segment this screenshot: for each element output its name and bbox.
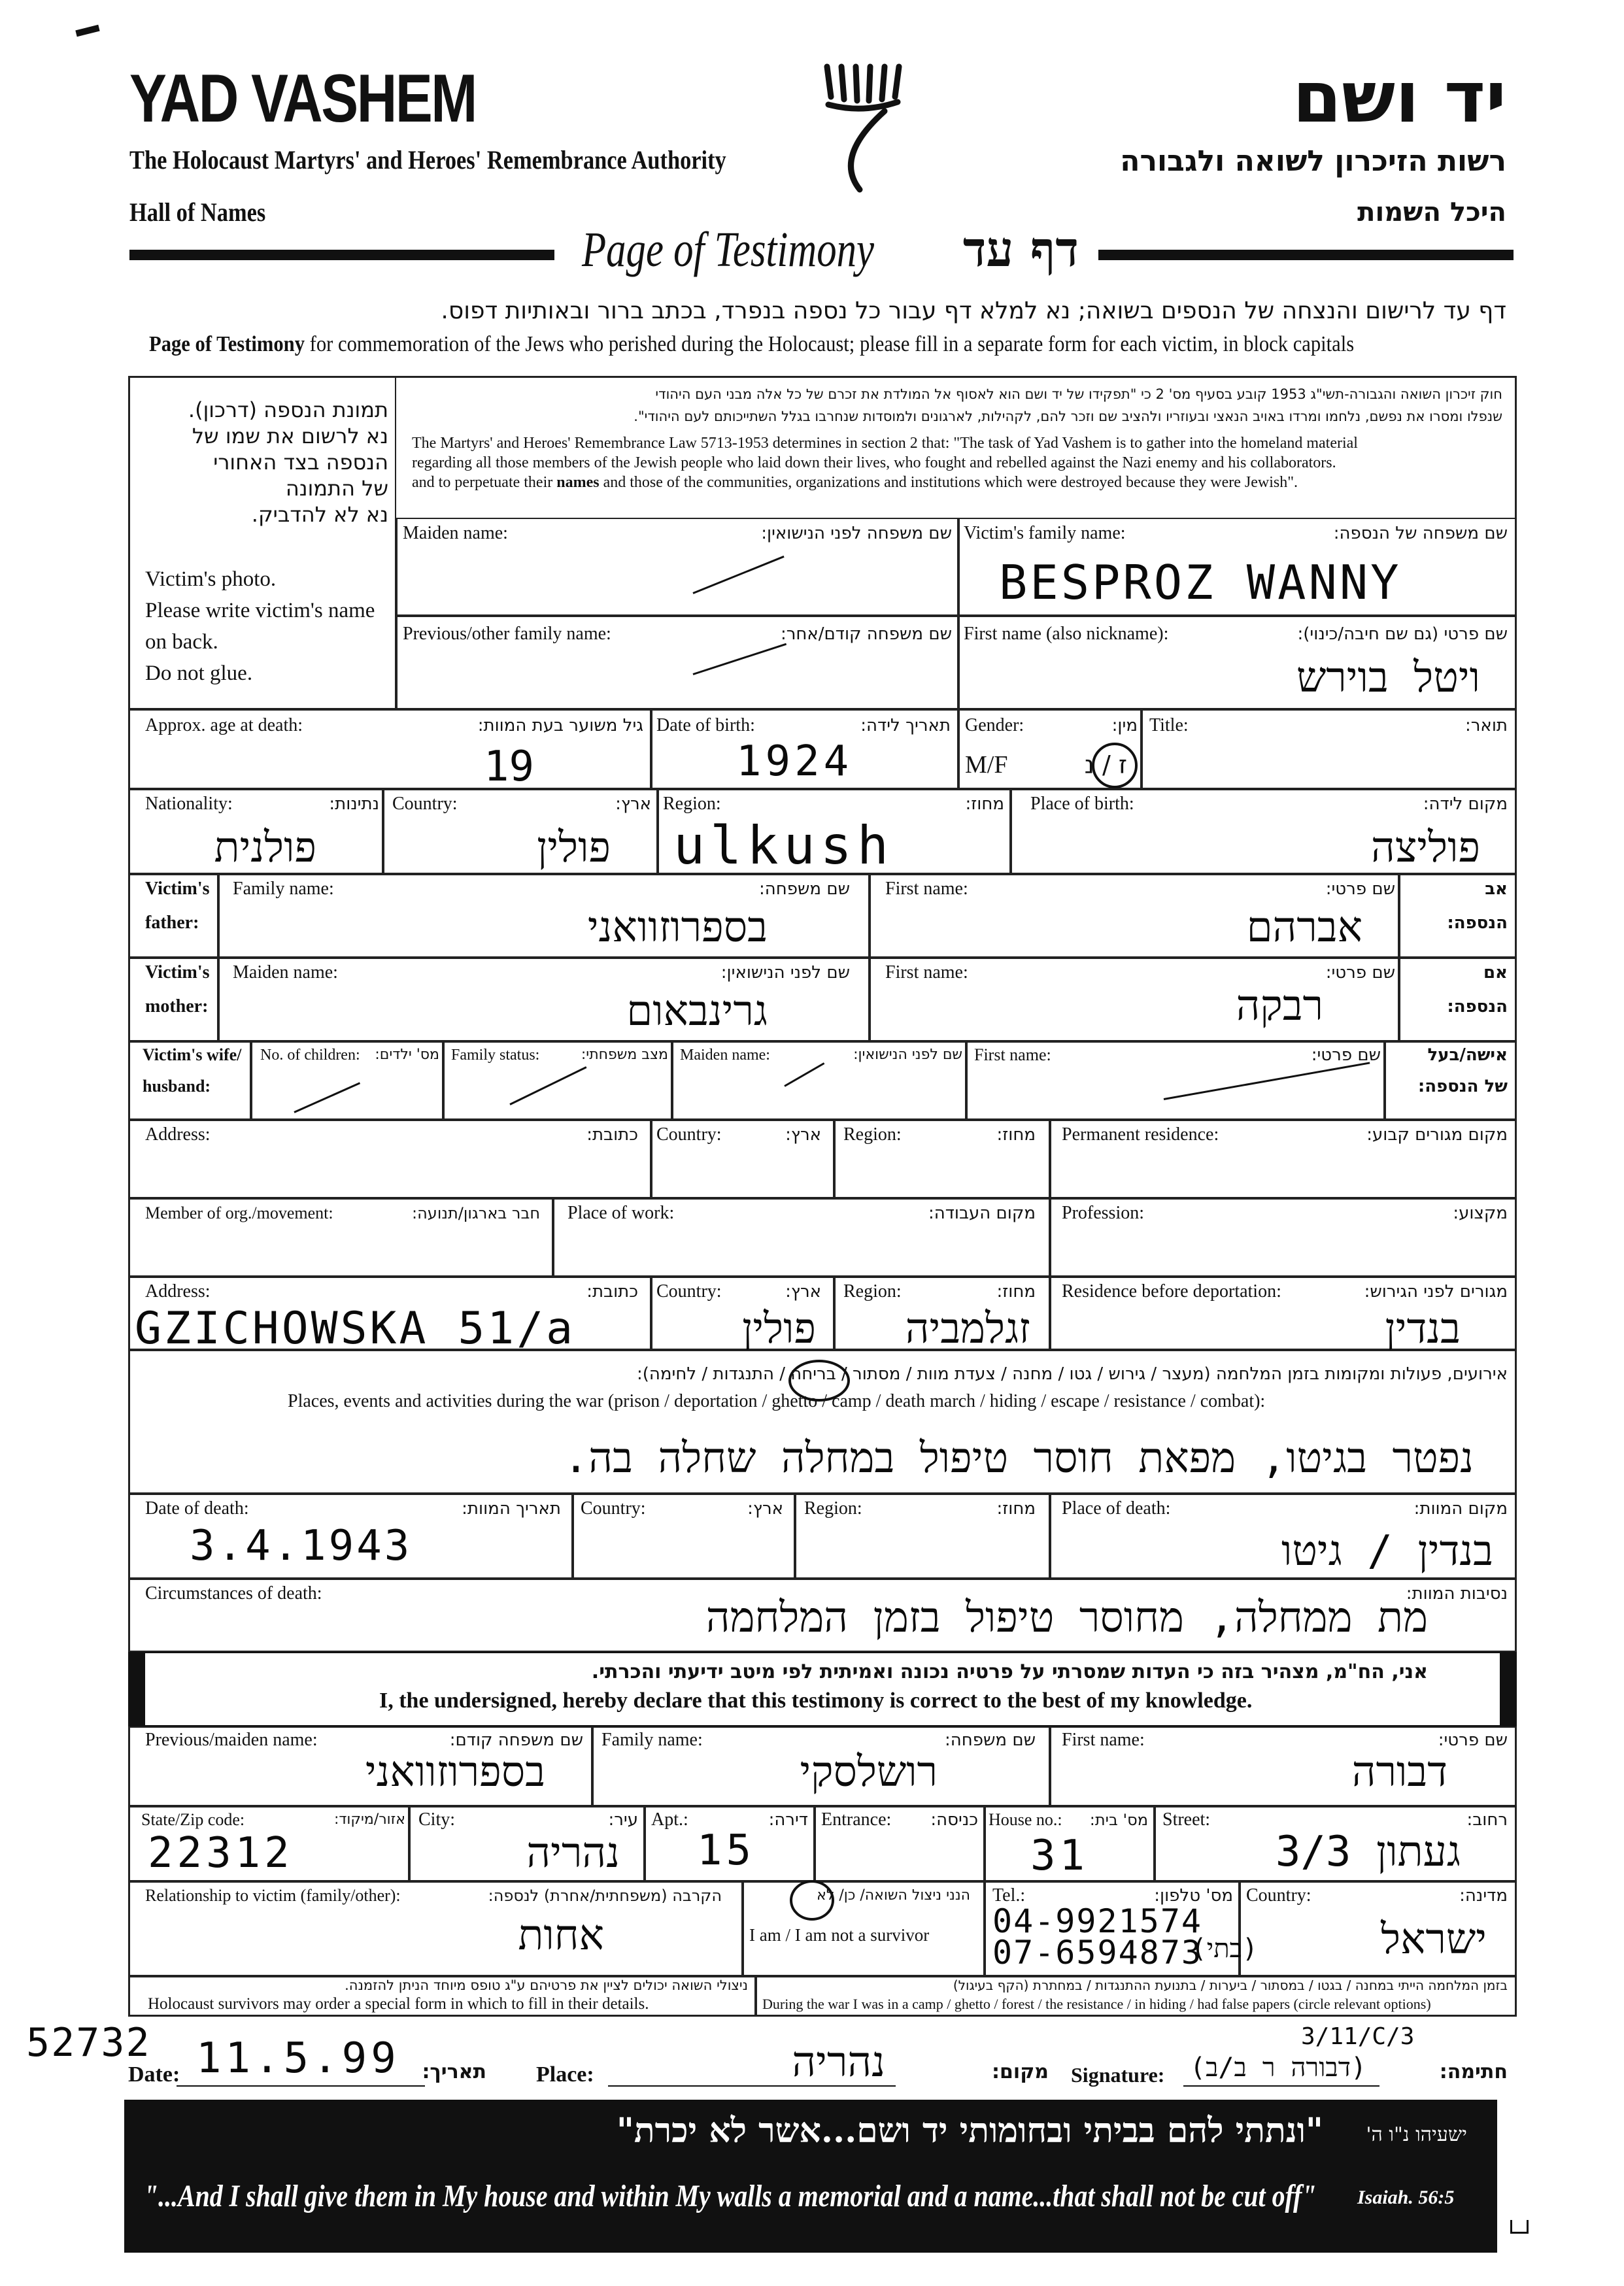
apt-label-en: Apt.:: [651, 1809, 688, 1830]
survivor-label-en: I am / I am not a survivor: [749, 1925, 930, 1945]
photo-instructions-he-2: נא לרשום את שמו של: [192, 424, 388, 448]
relationship-label-he: הקרבה (משפחתית/אחרת) לנספה:: [488, 1887, 722, 1905]
tel-1-value: 04-9921574: [992, 1902, 1203, 1940]
intro-en-bold: Page of Testimony: [149, 332, 305, 356]
spouse-label-en-2: husband:: [143, 1077, 211, 1096]
relationship-value: אחות: [518, 1911, 604, 1960]
family-name-value: BESPROZ WANNY: [999, 555, 1402, 610]
mother-first-value: רבקה: [1236, 982, 1323, 1030]
deportation-country-label-en: Country:: [656, 1281, 722, 1302]
mother-first-label-en: First name:: [885, 962, 968, 983]
place-label-he: מקום:: [992, 2060, 1049, 2083]
zip-value: 22312: [148, 1829, 294, 1877]
mother-label-en-2: mother:: [145, 996, 209, 1017]
spouse-label-he-2: של הנספה:: [1417, 1077, 1508, 1096]
date-label-en: Date:: [128, 2062, 180, 2087]
nationality-label-en: Nationality:: [145, 794, 233, 814]
org-name-en: YAD VASHEM: [129, 61, 476, 137]
mother-maiden-label-he: שם לפני הנישואין:: [720, 963, 850, 983]
submitter-country-value: ישראל: [1381, 1915, 1487, 1964]
law-text-he-1: חוק זיכרון השואה והגבורה-תשי"ג 1953 קובע בסעיף מס' 2 כי "תפקידו של יד ושם הוא לאסוף אל המולדת את זכרם של כל אלה מבני העם היהודי: [655, 386, 1502, 402]
pob-value: פוליצה: [1371, 824, 1480, 872]
submitter-prev-label-en: Previous/maiden name:: [145, 1730, 318, 1750]
spouse-maiden-label-en: Maiden name:: [680, 1047, 770, 1064]
age-label-he: גיל משוער בעת המוות:: [477, 716, 643, 735]
law-text-en-1: The Martyrs' and Heroes' Remembrance Law 5713-1953 determines in section 2 that: "The task of Yad Vashem is to gather into the homeland material: [412, 435, 1358, 452]
address-region-label-en: Region:: [843, 1124, 902, 1145]
father-first-value: אברהם: [1246, 903, 1362, 952]
pod-value: בנדין / גיטו: [1281, 1527, 1493, 1575]
date-value: 11.5.99: [196, 2034, 400, 2083]
deportation-residence-label-en: Residence before deportation:: [1062, 1281, 1281, 1302]
father-family-label-en: Family name:: [233, 879, 334, 899]
address-country-label-en: Country:: [656, 1124, 722, 1145]
submitter-family-value: רושלסקי: [800, 1748, 938, 1796]
address-region-label-he: מחוז:: [996, 1125, 1036, 1145]
camp-info-en: During the war I was in a camp / ghetto / forest / the resistance / in hiding / had false papers (circle relevant options): [762, 1996, 1431, 2012]
deportation-region-label-en: Region:: [843, 1281, 902, 1302]
dob-label-en: Date of birth:: [656, 715, 755, 735]
title-rule-left: [129, 250, 554, 260]
member-label-he: חבר בארגון/תנועה:: [412, 1204, 540, 1222]
house-label-en: House no.:: [989, 1810, 1062, 1829]
father-first-label-he: שם פרטי:: [1325, 879, 1395, 899]
profession-label-en: Profession:: [1062, 1203, 1144, 1223]
photo-instructions-en-4: Do not glue.: [145, 662, 253, 685]
survivor-form-info-he: ניצולי השואה יכולים לציין את פרטיהם ע"ג טופס מיוחד הניתן להזמנה.: [345, 1977, 748, 1993]
family-status-label-en: Family status:: [451, 1047, 540, 1064]
dod-region-label-en: Region:: [804, 1498, 862, 1519]
mother-label-he-2: הנספה:: [1447, 997, 1508, 1017]
survivor-label-he: הנני ניצול השואה/ כן/ לא: [817, 1887, 970, 1904]
signature-value: (דבורה ר ב/ב): [1190, 2053, 1367, 2083]
address-label-en: Address:: [145, 1124, 211, 1145]
photo-instructions-he-5: נא לא להדביק.: [251, 502, 388, 527]
margin-archive-number: 52732: [26, 2020, 151, 2066]
deportation-residence-label-he: מגורים לפני הגירוש:: [1364, 1282, 1508, 1302]
submitter-country-label-en: Country:: [1246, 1885, 1311, 1906]
place-label-en: Place:: [536, 2062, 594, 2087]
deportation-residence-value: בנדין: [1385, 1305, 1461, 1353]
children-label-en: No. of children:: [260, 1047, 360, 1064]
region-value: ulkush: [673, 815, 894, 876]
tel-label-he: מס' טלפון:: [1154, 1886, 1233, 1906]
hall-of-names-en: Hall of Names: [129, 197, 266, 227]
pod-label-en: Place of death:: [1062, 1498, 1171, 1519]
member-label-en: Member of org./movement:: [145, 1203, 333, 1222]
spouse-label-en-1: Victim's wife/: [143, 1045, 242, 1064]
footer-ref-en: Isaiah. 56:5: [1357, 2187, 1455, 2208]
gender-label-he: מין:: [1111, 716, 1138, 735]
spouse-label-he-1: אישה/בעל: [1427, 1045, 1508, 1065]
father-family-value: בספרוזוואני: [587, 903, 768, 952]
house-value: 31: [1030, 1832, 1089, 1880]
address-label-he: כתובת:: [586, 1125, 638, 1145]
events-label-he: אירועים, פעולות ומקומות בזמן המלחמה (מעצר / גירוש / גטו / מחנה / צעדת מוות / מסתור / בריחה / התנגדות / לחימה):: [637, 1364, 1508, 1384]
dod-label-he: תאריך המוות:: [462, 1499, 561, 1519]
gender-options-en: M/F: [965, 751, 1008, 779]
previous-name-label-he: שם משפחה קודם/אחר:: [780, 624, 952, 644]
events-label-en: Places, events and activities during the war (prison / deportation / ghetto / camp / death march / hiding / escape / resistance / combat):: [288, 1391, 1266, 1411]
spouse-first-label-en: First name:: [974, 1045, 1051, 1064]
intro-he: דף עד לרישום והנצחה של הנספים בשואה; נא למלא דף עבור כל נספה בנפרד, בכתב ברור ובאותיות דפוס.: [441, 297, 1506, 324]
profession-label-he: מקצוע:: [1453, 1203, 1508, 1223]
permanent-residence-label-he: מקום מגורים קבוע:: [1366, 1125, 1508, 1145]
circumstances-value: מת ממחלה, מחוסר טיפול בזמן המלחמה: [705, 1594, 1428, 1642]
maiden-name-label-he: שם משפחה לפני הנישואין:: [761, 524, 952, 543]
gender-selection-circle: [1092, 743, 1138, 788]
law-text-en-2: regarding all those members of the Jewish people who laid down their lives, who fought and rebelled against the Nazi enemy and his collaborators.: [412, 454, 1336, 471]
intro-en: [149, 331, 1354, 358]
previous-name-label-en: Previous/other family name:: [403, 624, 611, 644]
photo-instructions-en-2: Please write victim's name: [145, 599, 375, 622]
intro-en-text: for commemoration of the Jews who perished during the Holocaust; please fill in a separate form for each victim, in block capitals: [305, 332, 1355, 356]
pob-label-en: Place of birth:: [1030, 794, 1134, 814]
spouse-first-label-he: שם פרטי:: [1311, 1045, 1381, 1065]
title-label-he: תואר:: [1465, 716, 1508, 735]
street-label-en: Street:: [1162, 1809, 1211, 1830]
org-name-he: יד ושם: [1292, 57, 1506, 139]
dod-value: 3.4.1943: [190, 1522, 413, 1570]
camp-info-he: בזמן המלחמה הייתי במחנה / בגטו / במסתור / ביערות / בתנועת ההתנגדות / במחתרת (הקף בעיגול): [953, 1977, 1508, 1993]
footer-quote-en: "...And I shall give them in My house and within My walls a memorial and a name...that shall not be cut off": [144, 2179, 1317, 2213]
place-value: נהריה: [792, 2038, 885, 2087]
father-family-label-he: שם משפחה:: [759, 879, 850, 899]
house-label-he: מס' בית:: [1089, 1811, 1148, 1829]
deportation-address-label-he: כתובת:: [586, 1282, 638, 1302]
first-name-label-en: First name (also nickname):: [964, 624, 1169, 644]
footer-quote-he: "ונתתי להם בביתי ובחומותי יד ושם...אשר לא יכרת": [616, 2111, 1323, 2151]
law-text-en-3c: and those of the communities, organizations and institutions which were destroyed because they were Jewish".: [599, 474, 1298, 491]
relationship-label-en: Relationship to victim (family/other):: [145, 1886, 401, 1905]
family-name-label-he: שם משפחה של הנספה:: [1333, 524, 1508, 543]
region-label-en: Region:: [663, 794, 721, 814]
ghetto-selection-circle: [788, 1360, 850, 1402]
law-text-he-2: שנפלו ומסרו את נפשם, נלחמו ומרדו באויב הנאצי ובעוזריו ולהציב שם וזכר להם, לקהילות, לארגונים ולמוסדות שנחרבו בגלל השתייכותם לעם היהודי".: [634, 409, 1502, 424]
law-text-en-3a: and to perpetuate their: [412, 474, 557, 491]
pod-label-he: מקום המוות:: [1413, 1499, 1508, 1519]
gender-label-en: Gender:: [965, 715, 1024, 735]
law-text-en-3: [412, 473, 1298, 492]
spouse-maiden-label-he: שם לפני הנישואין:: [853, 1047, 962, 1063]
photo-instructions-he-4: של התמונה: [285, 476, 388, 501]
submitter-family-label-he: שם משפחה:: [945, 1730, 1036, 1750]
city-value: נהריה: [526, 1829, 620, 1877]
dod-region-label-he: מחוז:: [996, 1499, 1036, 1519]
org-subtitle-he: רשות הזיכרון לשואה ולגבורה: [1120, 144, 1506, 178]
mother-maiden-value: גרינבאום: [626, 987, 768, 1035]
father-label-he-1: אב: [1485, 879, 1508, 899]
submitter-prev-label-he: שם משפחה קודם:: [449, 1730, 583, 1750]
photo-instructions-en-3: on back.: [145, 630, 218, 654]
pob-label-he: מקום לידה:: [1423, 794, 1508, 814]
submitter-family-label-en: Family name:: [601, 1730, 703, 1750]
maiden-name-label-en: Maiden name:: [403, 523, 508, 543]
apt-label-he: דירה:: [768, 1810, 808, 1830]
submitter-first-label-en: First name:: [1062, 1730, 1145, 1750]
signature-label-he: חתימה:: [1439, 2060, 1508, 2083]
tel-label-en: Tel.:: [992, 1885, 1026, 1906]
entrance-label-en: Entrance:: [821, 1809, 892, 1830]
photo-instructions-he-3: הנספה בצד האחורי: [213, 450, 388, 475]
workplace-label-en: Place of work:: [567, 1203, 675, 1223]
mother-label-he-1: אם: [1483, 963, 1508, 983]
page-title-he: דף עד: [962, 222, 1079, 278]
scan-mark-right: [1510, 2220, 1529, 2234]
dob-label-he: תאריך לידה:: [860, 716, 951, 735]
date-underline: [177, 2085, 425, 2087]
father-first-label-en: First name:: [885, 879, 968, 899]
first-name-value: ויטל בוירש: [1296, 654, 1480, 702]
city-label-en: City:: [418, 1809, 456, 1830]
apt-value: 15: [697, 1826, 756, 1875]
workplace-label-he: מקום העבודה:: [928, 1203, 1036, 1223]
deportation-region-value: זגלמביה: [905, 1305, 1030, 1353]
father-label-en-1: Victim's: [145, 879, 210, 899]
mother-label-en-1: Victim's: [145, 962, 210, 983]
photo-instructions-en-1: Victim's photo.: [145, 567, 277, 591]
city-label-he: עיר:: [608, 1810, 638, 1830]
survivor-selection-circle: [790, 1880, 834, 1921]
region-label-he: מחוז:: [965, 794, 1004, 814]
father-label-en-2: father:: [145, 913, 199, 933]
signature-underline: [1183, 2085, 1379, 2087]
dob-value: 1924: [736, 737, 853, 786]
submitter-country-label-he: מדינה:: [1459, 1886, 1508, 1906]
country-label-en: Country:: [392, 794, 458, 814]
dod-country-label-he: ארץ:: [747, 1499, 783, 1519]
mother-first-label-he: שם פרטי:: [1325, 963, 1395, 983]
events-value: נפטר בגיטו, מפאת חוסר טיפול במחלה שחלה בה.: [563, 1434, 1474, 1483]
zip-label-he: אזור/מיקוד:: [333, 1811, 405, 1828]
age-value: 19: [484, 743, 535, 791]
survivor-form-info-en: Holocaust survivors may order a special form in which to fill in their details.: [148, 1995, 649, 2013]
country-label-he: ארץ:: [615, 794, 651, 814]
zip-label-en: State/Zip code:: [141, 1810, 245, 1829]
title-rule-right: [1098, 250, 1514, 260]
deportation-region-label-he: מחוז:: [996, 1282, 1036, 1302]
footer-ref-he: ישעיהו נ"ו ה': [1366, 2123, 1467, 2146]
title-cell[interactable]: [1142, 709, 1517, 789]
title-label-en: Title:: [1149, 715, 1189, 735]
submitter-first-label-he: שם פרטי:: [1438, 1730, 1508, 1750]
photo-instructions-he-1: תמונת הנספה (דרכון).: [188, 397, 388, 422]
date-label-he: תאריך:: [422, 2060, 486, 2083]
dod-country-label-en: Country:: [581, 1498, 646, 1519]
father-label-he-2: הנספה:: [1447, 913, 1508, 933]
scan-mark-top-left: [75, 25, 99, 37]
declaration-en: I, the undersigned, hereby declare that this testimony is correct to the best of my knowledge.: [379, 1689, 1253, 1713]
street-value: געתון 3/3: [1275, 1828, 1461, 1876]
gender-options-he: ז / נ: [1084, 750, 1127, 779]
nationality-value: פולנית: [214, 824, 316, 872]
address-country-label-he: ארץ:: [785, 1125, 821, 1145]
tel-note-value: (בתי): [1191, 1934, 1258, 1964]
country-value: פולין: [537, 824, 611, 872]
mother-maiden-label-en: Maiden name:: [233, 962, 338, 983]
org-subtitle-en: The Holocaust Martyrs' and Heroes' Remembrance Authority: [129, 145, 726, 175]
submitter-first-value: דבורה: [1351, 1748, 1447, 1796]
age-label-en: Approx. age at death:: [145, 715, 303, 735]
page-title-en: Page of Testimony: [582, 222, 874, 277]
first-name-label-he: שם פרטי (גם שם חיבה/כינוי):: [1297, 624, 1508, 644]
declaration-he: אני, הח"מ, מצהיר בזה כי העדות שמסרתי על פרטיה נכונה ואמיתית לפי מיטב ידיעתי והכרתי.: [591, 1660, 1428, 1683]
permanent-residence-label-en: Permanent residence:: [1062, 1124, 1219, 1145]
signature-note: 3/11/C/3: [1301, 2023, 1415, 2050]
signature-label-en: Signature:: [1071, 2063, 1165, 2087]
submitter-prev-value: בספרוזוואני: [365, 1748, 545, 1796]
deportation-address-label-en: Address:: [145, 1281, 211, 1302]
family-status-label-he: מצב משפחתי:: [581, 1047, 668, 1063]
tel-2-value: 07-6594873: [992, 1934, 1203, 1972]
street-label-he: רחוב:: [1466, 1810, 1508, 1830]
circumstances-label-he: נסיבות המוות:: [1406, 1584, 1508, 1604]
dod-label-en: Date of death:: [145, 1498, 249, 1519]
law-text-en-3b: names: [556, 474, 600, 491]
family-name-label-en: Victim's family name:: [964, 523, 1126, 543]
deportation-country-value: פולין: [742, 1305, 816, 1353]
hall-of-names-he: היכל השמות: [1357, 197, 1506, 227]
deportation-address-value: GZICHOWSKA 51/a: [135, 1303, 576, 1354]
yad-vashem-menorah-logo: [820, 59, 905, 196]
nationality-label-he: נתינות:: [329, 794, 379, 814]
children-label-he: מס' ילדים:: [375, 1047, 439, 1063]
circumstances-label-en: Circumstances of death:: [145, 1583, 322, 1604]
deportation-country-label-he: ארץ:: [785, 1282, 821, 1302]
entrance-label-he: כניסה:: [930, 1810, 978, 1830]
